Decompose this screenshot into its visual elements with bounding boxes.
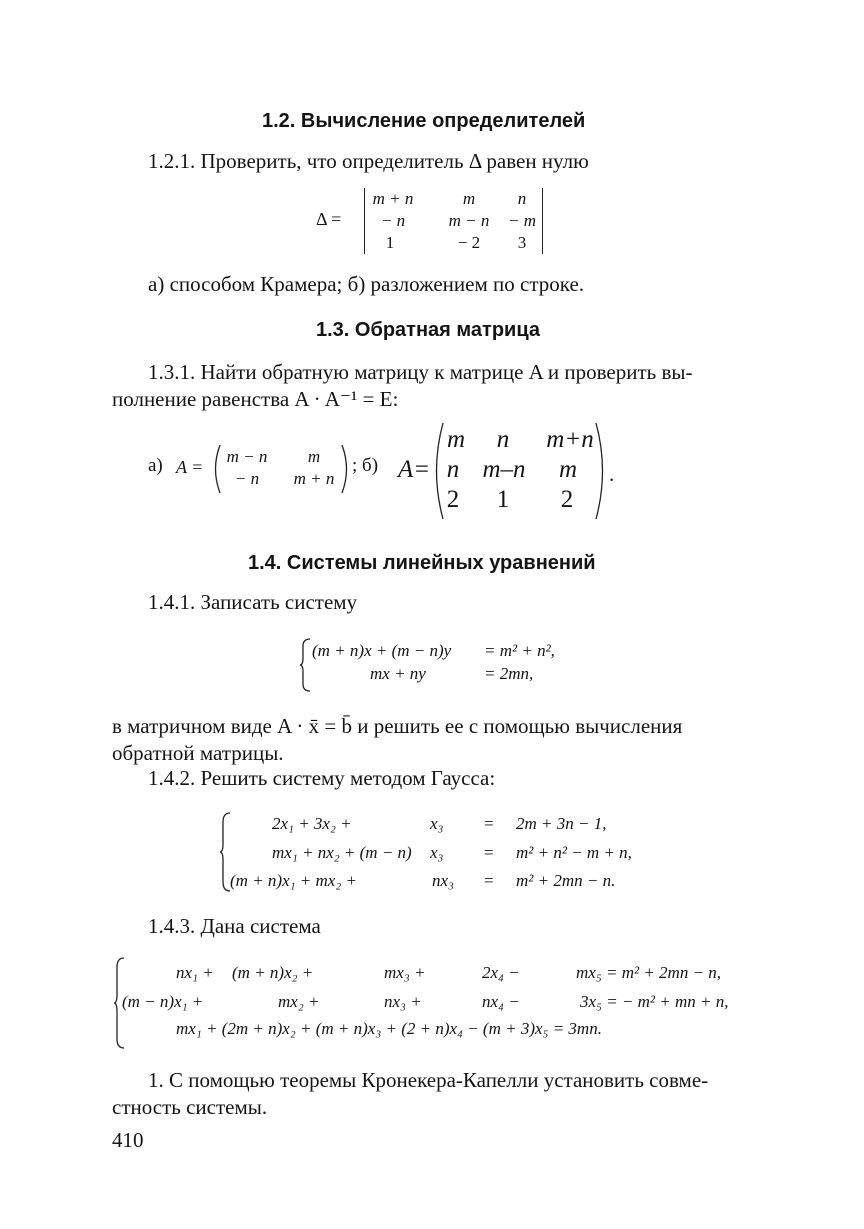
system-1-4-1-eq1-rhs: = m² + n², bbox=[484, 641, 555, 660]
matrix-a-label: а) bbox=[148, 455, 163, 476]
problem-1-2-1-methods: а) способом Крамера; б) разложением по строке. bbox=[148, 272, 585, 296]
matrix-b-cell-1-1: m bbox=[446, 426, 466, 453]
matrix-b-cell-3-3: 2 bbox=[560, 486, 574, 513]
matrix-b-cell-1-2: n bbox=[496, 426, 510, 453]
section-heading-1-3: 1.3. Обратная матрица bbox=[316, 319, 541, 341]
system-1-4-3-row1-c2: (m + n)x₂ + bbox=[232, 963, 314, 982]
page-number: 410 bbox=[112, 1128, 144, 1152]
system-1-4-3-row1-c5: mx₅ = m² + 2mn − n, bbox=[576, 963, 722, 982]
det-cell-3-1: 1 bbox=[385, 233, 395, 252]
matrix-b-cell-3-2: 1 bbox=[496, 486, 510, 513]
system-1-4-2-row3-x3: nx₃ bbox=[432, 871, 454, 890]
system-1-4-1-eq2-rhs: = 2mn, bbox=[484, 664, 534, 683]
system-1-4-3-row2-c1: (m − n)x₁ + bbox=[122, 992, 204, 1011]
system-1-4-3-row2-c2: mx₂ + bbox=[278, 992, 320, 1011]
problem-1-4-1-line3: обратной матрицы. bbox=[112, 741, 284, 765]
determinant-lhs: Δ = bbox=[316, 209, 342, 229]
system-1-4-1-eq2-lhs: mx + ny bbox=[370, 664, 426, 683]
det-cell-3-2: − 2 bbox=[457, 233, 481, 252]
system-1-4-3-row3: mx₁ + (2m + n)x₂ + (m + n)x₃ + (2 + n)x₄ − (m + 3)x₅ = 3mn. bbox=[176, 1019, 602, 1038]
problem-1-3-1-line1: 1.3.1. Найти обратную матрицу к матрице A и проверить вы- bbox=[148, 360, 693, 384]
system-1-4-2-row2-rhs: m² + n² − m + n, bbox=[516, 843, 632, 862]
system-1-4-3-row2-c3: nx₃ + bbox=[384, 992, 422, 1011]
det-cell-2-2: m − n bbox=[448, 211, 490, 230]
matrix-a-cell-1-1: m − n bbox=[226, 447, 268, 466]
problem-1-4-1-line2: в матричном виде A · x̄ = b̄ и решить ее с помощью вычисления bbox=[112, 714, 683, 738]
problem-1-4-3-line1: 1.4.3. Дана система bbox=[148, 914, 321, 938]
section-heading-1-2: 1.2. Вычисление определителей bbox=[262, 110, 586, 132]
system-1-4-3-row2-c4: nx₄ − bbox=[482, 992, 520, 1011]
det-cell-1-3: n bbox=[517, 189, 527, 208]
problem-1-2-1-text: 1.2.1. Проверить, что определитель Δ равен нулю bbox=[148, 149, 589, 173]
matrix-b-lhs: A= bbox=[398, 456, 431, 483]
system-1-4-2-row1-rhs: 2m + 3n − 1, bbox=[516, 814, 607, 833]
system-1-4-2-row1-lhs: 2x₁ + 3x₂ + bbox=[272, 814, 352, 833]
det-cell-1-1: m + n bbox=[372, 189, 414, 208]
system-1-4-2-row2-x3: x₃ bbox=[430, 843, 444, 862]
problem-1-4-1-line1: 1.4.1. Записать систему bbox=[148, 590, 358, 614]
system-1-4-1-brace bbox=[300, 638, 312, 692]
system-1-4-3-row2-c5: 3x₅ = − m² + mn + n, bbox=[580, 992, 729, 1011]
matrix-a-cell-1-2: m bbox=[307, 447, 321, 466]
system-1-4-2-row3-eq: = bbox=[484, 871, 494, 890]
determinant-left-bar bbox=[364, 188, 365, 254]
system-1-4-1-eq1-lhs: (m + n)x + (m − n)y bbox=[312, 641, 452, 660]
det-cell-2-3: − m bbox=[508, 211, 536, 230]
matrix-b-end: . bbox=[609, 462, 615, 486]
system-1-4-2-row1-x3: x₃ bbox=[430, 814, 444, 833]
matrix-b-cell-2-2: m–n bbox=[482, 456, 526, 483]
matrix-b-cell-2-1: n bbox=[446, 456, 460, 483]
section-heading-1-4: 1.4. Системы линейных уравнений bbox=[248, 552, 596, 574]
system-1-4-2-row2-lhs: mx₁ + nx₂ + (m − n) bbox=[272, 843, 412, 862]
det-cell-1-2: m bbox=[462, 189, 476, 208]
problem-1-3-1-line2: полнение равенства A · A⁻¹ = E: bbox=[112, 387, 399, 411]
matrix-a-lhs: A = bbox=[176, 457, 204, 477]
problem-1-4-3-q1-line1: 1. С помощью теоремы Кронекера-Капелли установить совме- bbox=[148, 1068, 709, 1092]
det-cell-3-3: 3 bbox=[517, 233, 527, 252]
matrix-separator: ; б) bbox=[352, 455, 379, 476]
system-1-4-3-row1-c1: nx₁ + bbox=[176, 963, 214, 982]
determinant-right-bar bbox=[542, 188, 543, 254]
matrix-a-right-paren bbox=[340, 444, 352, 494]
system-1-4-2-row2-eq: = bbox=[484, 843, 494, 862]
problem-1-4-2-line1: 1.4.2. Решить систему методом Гаусса: bbox=[148, 766, 496, 790]
system-1-4-2-row1-eq: = bbox=[484, 814, 494, 833]
det-cell-2-1: − n bbox=[380, 211, 406, 230]
system-1-4-3-row1-c4: 2x₄ − bbox=[482, 963, 520, 982]
matrix-b-right-paren bbox=[594, 422, 610, 520]
matrix-b-cell-1-3: m+n bbox=[546, 426, 594, 453]
system-1-4-2-row3-lhs: (m + n)x₁ + mx₂ + bbox=[230, 871, 357, 890]
matrix-b-cell-2-3: m bbox=[558, 456, 578, 483]
system-1-4-3-row1-c3: mx₃ + bbox=[384, 963, 426, 982]
matrix-b-cell-3-1: 2 bbox=[446, 486, 460, 513]
matrix-a-cell-2-1: − n bbox=[234, 469, 260, 488]
problem-1-4-3-q1-line2: стность системы. bbox=[112, 1095, 268, 1119]
matrix-a-cell-2-2: m + n bbox=[293, 469, 335, 488]
system-1-4-2-row3-rhs: m² + 2mn − n. bbox=[516, 871, 616, 890]
